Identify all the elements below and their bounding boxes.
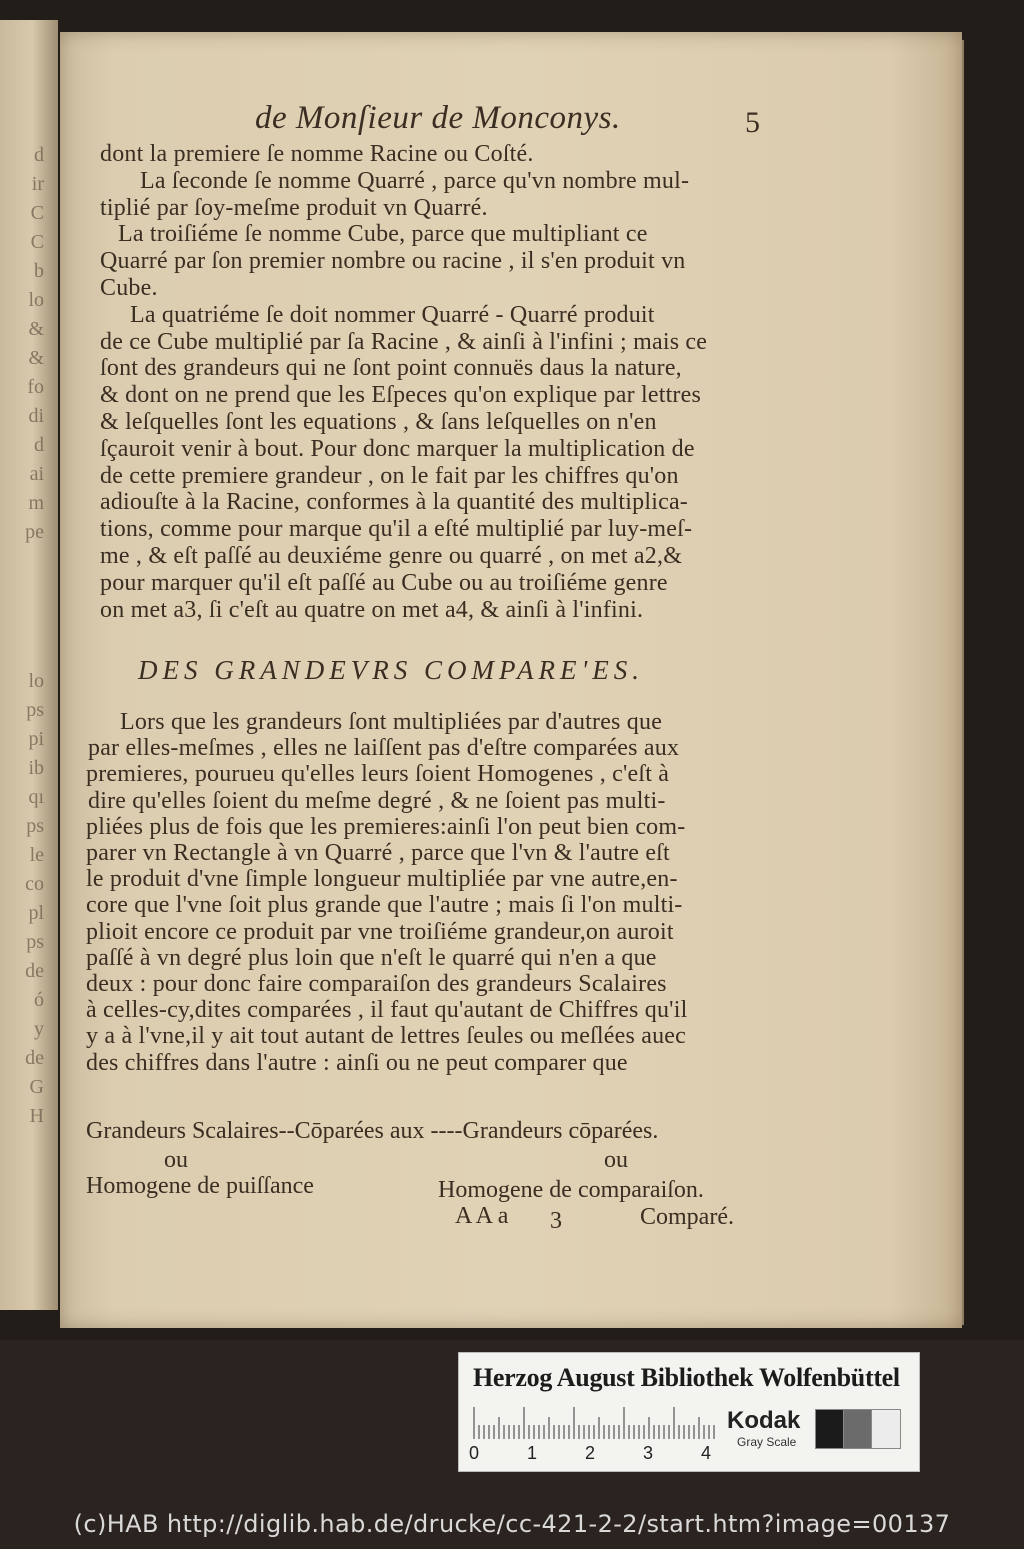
comparison-left-homogene: Homogene de puiſſance [86,1173,314,1199]
paragraph-1-line: & dont on ne prend que les Eſpeces qu'on explique par lettres [100,382,702,409]
ghost-letter: ir [31,173,44,195]
paragraph-2-line: core que l'vne ſoit plus grande que l'autre ; mais ſi l'on multi- [86,892,683,919]
paragraph-2-line: le produit d'vne ſimple longueur multipliée par vne autre,en- [86,866,678,893]
paragraph-1-line: adiouſte à la Racine, conformes à la quantité des multiplica- [100,489,688,516]
paragraph-2-line: pliées plus de fois que les premieres:ainſi l'on peut bien com- [86,813,686,840]
comparison-ou-left: ou [164,1147,188,1173]
paragraph-2-line: paſſé à vn degré plus loin que n'eſt le quarré qui n'en a que [86,944,657,971]
ghost-letter: & [28,347,44,369]
paragraph-1-line: dont la premiere ſe nomme Racine ou Coſté. [100,141,534,167]
paragraph-1-line: Cube. [100,275,158,301]
catchword: Comparé. [640,1204,734,1230]
ghost-letter: fo [27,376,44,398]
ghost-letter: d [34,434,44,456]
ghost-letter: de [25,1047,44,1069]
ghost-letter: co [25,873,44,895]
paragraph-2-line: premieres, pourueu qu'elles leurs ſoient Homogenes , c'eſt à [86,761,670,788]
swatch-black [815,1409,845,1449]
ghost-letter: G [29,1076,44,1098]
paragraph-1-line: de cette premiere grandeur , on le fait par les chiffres qu'on [100,462,679,489]
ghost-letter: lo [28,670,44,692]
kodak-logo: Kodak [727,1407,801,1434]
paragraph-2-line: Lors que les grandeurs ſont multipliées par d'autres que [120,709,663,735]
ghost-letter: & [28,318,44,340]
ruler-number: 3 [643,1443,654,1463]
ghost-letter: H [29,1105,44,1127]
ghost-letter: di [28,405,44,427]
ghost-letter: ib [28,757,44,779]
previous-page-edge [0,20,58,1310]
paragraph-2-line: y a à l'vne,il y ait tout autant de lettres ſeules ou meſlées auec [86,1023,686,1050]
color-calibration-card [458,1352,920,1472]
paragraph-1-line: & leſquelles ſont les equations , & ſans leſquelles on n'en [100,409,657,435]
paragraph-1-line: Quarré par ſon premier nombre ou racine , il s'en produit vn [100,248,686,275]
ghost-letter: ps [26,931,44,953]
paragraph-1-line: pour marquer qu'il eſt paſſé au Cube ou au troiſiéme genre [100,569,668,596]
ghost-letter: de [25,960,44,982]
paragraph-1-line: ſont des grandeurs qui ne ſont point connuës daus la nature, [100,355,682,382]
paragraph-2-line: parer vn Rectangle à vn Quarré , parce que l'vn & l'autre eſt [86,840,670,866]
gray-scale-label: Gray Scale [737,1435,797,1449]
paragraph-1-line: de ce Cube multiplié par ſa Racine , & ainſi à l'infini ; mais ce [100,328,708,355]
ghost-letter: y [34,1018,44,1040]
ruler-number: 4 [701,1443,712,1463]
section-heading: DES GRANDEVRS COMPARE'ES. [138,655,644,685]
ghost-letter: ó [34,989,44,1011]
ghost-letter: m [28,492,44,514]
paragraph-1-line: ſçauroit venir à bout. Pour donc marquer la multiplication de [100,435,695,462]
paragraph-2-line: deux : pour donc faire comparaiſon des grandeurs Scalaires [86,971,667,997]
card-title: Herzog August Bibliothek Wolfenbüttel [473,1363,900,1392]
paragraph-1-line: on met a3, ſi c'eſt au quatre on met a4, & ainſi à l'infini. [100,596,644,623]
ghost-letter: lo [28,289,44,311]
signature-number: 3 [550,1208,562,1234]
ghost-letter: ai [29,463,44,485]
comparison-row-1: Grandeurs Scalaires--Cōparées aux ----Grandeurs cōparées. [86,1118,659,1144]
paragraph-2-line: par elles-meſmes , elles ne laiſſent pas d'eſtre comparées aux [88,735,680,762]
comparison-right-homogene: Homogene de comparaiſon. [438,1177,704,1203]
comparison-ou-right: ou [604,1147,628,1173]
paragraph-2-line: à celles-cy,dites comparées , il faut qu'autant de Chiffres qu'il [86,997,688,1024]
ghost-letter: C [30,231,44,253]
ghost-letter: pi [28,728,44,750]
ghost-letter: d [34,144,44,166]
ruler-number: 2 [585,1443,596,1463]
ruler-scale [469,1405,719,1439]
page-number: 5 [745,106,760,139]
running-head: de Monſieur de Monconys. [255,100,621,136]
ghost-letter: ps [26,699,44,721]
ruler-number: 0 [469,1443,480,1463]
ghost-letter: pl [28,902,44,924]
paragraph-2-line: des chiffres dans l'autre : ainſi ou ne peut comparer que [86,1049,628,1076]
ghost-letter: ps [26,815,44,837]
paragraph-1-line: La ſeconde ſe nomme Quarré , parce qu'vn nombre mul- [140,167,690,194]
paragraph-1-line: La quatriéme ſe doit nommer Quarré - Quarré produit [130,301,655,328]
signature-mark: A A a [455,1203,509,1229]
swatch-gray [843,1409,873,1449]
ruler-number: 1 [527,1443,538,1463]
paragraph-2-line: plioit encore ce produit par vne troiſiéme grandeur,on auroit [86,918,674,945]
ghost-letter: le [29,844,44,866]
paragraph-1-line: tions, comme pour marque qu'il a eſté multiplié par luy-meſ- [100,516,693,543]
paragraph-2-line: dire qu'elles ſoient du meſme degré , & ne ſoient pas multi- [88,787,666,814]
paragraph-1-line: La troiſiéme ſe nomme Cube, parce que multipliant ce [118,221,648,248]
footer-url: (c)HAB http://diglib.hab.de/drucke/cc-421-2-2/start.htm?image=00137 [73,1510,951,1538]
ghost-letter: b [34,260,44,282]
ghost-letter: C [30,202,44,224]
ghost-letter: qı [28,786,44,808]
paragraph-1-line: me , & eſt paſſé au deuxiéme genre ou quarré , on met a2,& [100,543,683,569]
paragraph-1-line: tiplié par ſoy-meſme produit vn Quarré. [100,194,488,221]
ghost-letter: pe [25,521,44,543]
swatch-white [871,1409,901,1449]
